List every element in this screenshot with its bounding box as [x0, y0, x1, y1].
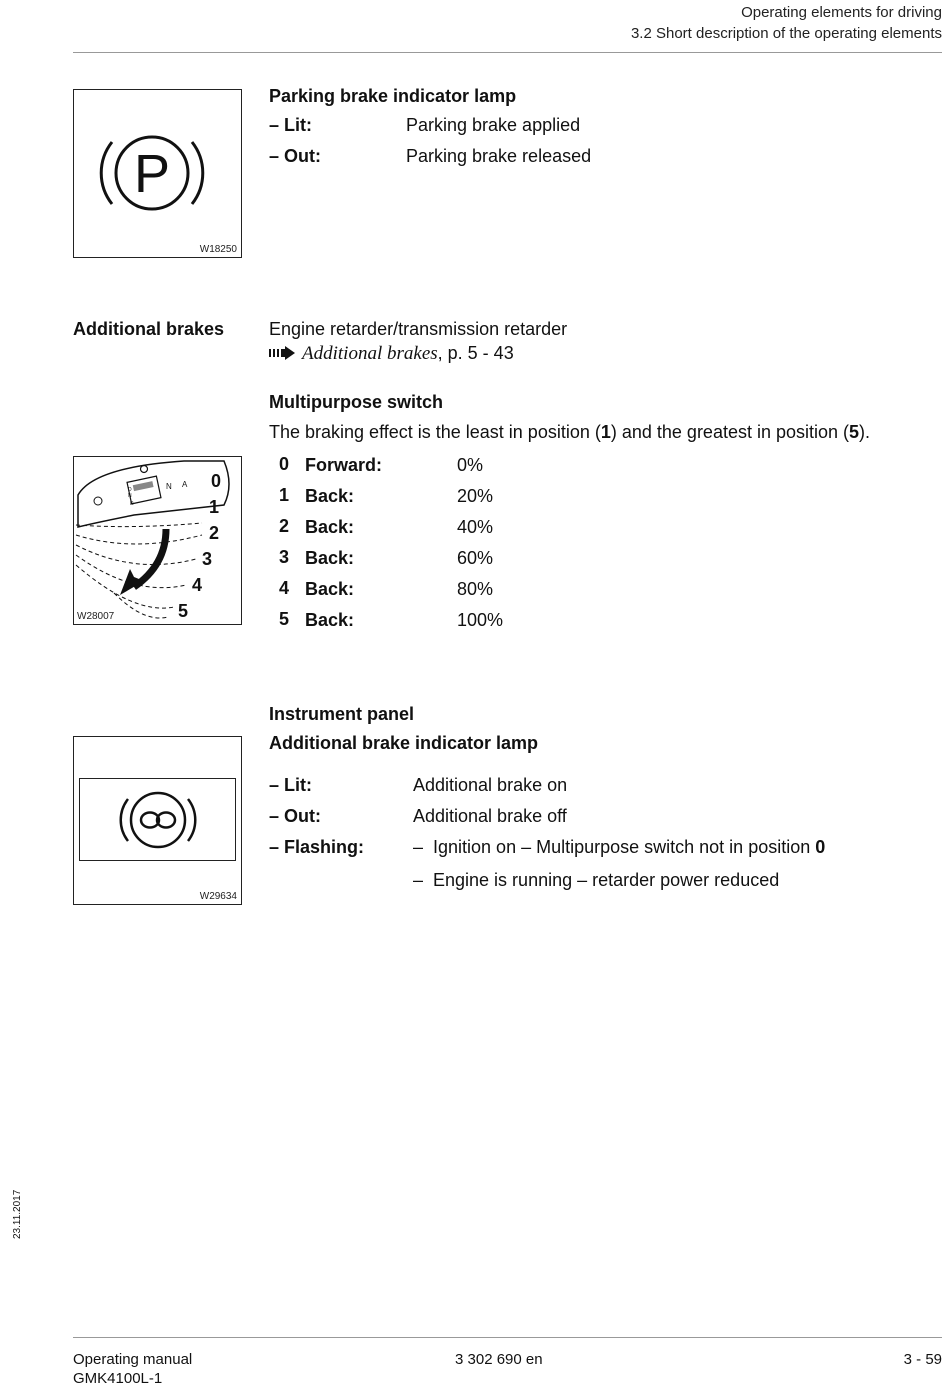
position-row-5-number: 5 [279, 609, 290, 629]
position-row-4-number: 4 [279, 578, 290, 598]
instrument-panel-heading: Instrument panel [269, 704, 415, 724]
svg-text:N: N [128, 493, 132, 499]
footer-doc-number: 3 302 690 en [455, 1351, 543, 1368]
cross-reference-page: , p. 5 - 43 [437, 343, 514, 363]
figure-code: W29634 [199, 891, 237, 902]
multipurpose-switch-figure [73, 456, 242, 625]
multipurpose-heading: Multipurpose switch [269, 392, 444, 412]
position-row-1-value: 20% [457, 486, 494, 506]
position-row-4-label: Back: [305, 579, 355, 599]
cross-reference [269, 342, 514, 365]
position-row-0-label: Forward: [305, 455, 383, 475]
parking-lit-label: – Lit: [269, 115, 312, 135]
additional-brake-icon [74, 737, 241, 904]
svg-text:N: N [166, 482, 172, 491]
header-section: 3.2 Short description of the operating elements [630, 25, 942, 42]
svg-text:A: A [182, 480, 188, 489]
position-row-2-value: 40% [457, 517, 494, 537]
lamp-lit-label: – Lit: [269, 775, 312, 795]
position-row-4-value: 80% [457, 579, 494, 599]
parking-out-value: Parking brake released [406, 146, 592, 166]
position-row-2-label: Back: [305, 517, 355, 537]
lamp-lit-value: Additional brake on [413, 775, 568, 795]
position-row-2-number: 2 [279, 516, 290, 536]
position-label-5: 5 [178, 601, 189, 621]
switch-lever-illustration [74, 457, 241, 624]
position-row-5-value: 100% [457, 610, 504, 630]
parking-lamp-heading: Parking brake indicator lamp [269, 86, 517, 106]
cross-reference-link[interactable]: Additional brakes [302, 343, 438, 364]
parking-brake-figure [73, 89, 242, 258]
additional-brake-lamp-heading: Additional brake indicator lamp [269, 733, 539, 753]
position-row-1-label: Back: [305, 486, 355, 506]
position-row-0-value: 0% [457, 455, 484, 475]
position-label-1: 1 [209, 497, 220, 517]
footer-rule [73, 1337, 942, 1338]
figure-code: W28007 [77, 611, 115, 622]
footer-manual: Operating manual [73, 1351, 193, 1368]
position-label-4: 4 [192, 575, 203, 595]
parking-out-label: – Out: [269, 146, 321, 166]
lamp-flashing-value-1: – Ignition on – Multipurpose switch not in position 0 [413, 837, 826, 857]
additional-brakes-text: Engine retarder/transmission retarder [269, 319, 568, 339]
position-label-0: 0 [211, 471, 222, 491]
svg-text:D: D [128, 487, 132, 493]
svg-text:P: P [133, 144, 171, 204]
position-row-0-number: 0 [279, 454, 290, 474]
multipurpose-sentence: The braking effect is the least in position (1) and the greatest in position (5). [269, 422, 871, 442]
footer-page-number: 3 - 59 [903, 1351, 942, 1368]
position-row-3-value: 60% [457, 548, 494, 568]
position-row-3-label: Back: [305, 548, 355, 568]
position-label-3: 3 [202, 549, 213, 569]
revision-date: 23.11.2017 [12, 1189, 23, 1239]
parking-lit-value: Parking brake applied [406, 115, 581, 135]
position-row-1-number: 1 [279, 485, 290, 505]
lamp-flashing-label: – Flashing: [269, 837, 365, 857]
footer-model: GMK4100L-1 [73, 1370, 163, 1387]
position-row-5-label: Back: [305, 610, 355, 630]
svg-text:R: R [130, 501, 134, 507]
lamp-out-value: Additional brake off [413, 806, 567, 826]
lamp-flashing-value-2: – Engine is running – retarder power reduced [413, 870, 780, 890]
figure-code: W18250 [199, 244, 237, 255]
additional-brake-lamp-figure [73, 736, 242, 905]
header-chapter: Operating elements for driving [741, 4, 942, 21]
header-rule [73, 52, 942, 53]
arrow-reference-icon [269, 346, 297, 360]
lamp-out-label: – Out: [269, 806, 321, 826]
position-label-2: 2 [209, 523, 220, 543]
position-row-3-number: 3 [279, 547, 290, 567]
additional-brakes-side-heading: Additional brakes [73, 319, 225, 339]
parking-brake-icon [74, 90, 241, 257]
